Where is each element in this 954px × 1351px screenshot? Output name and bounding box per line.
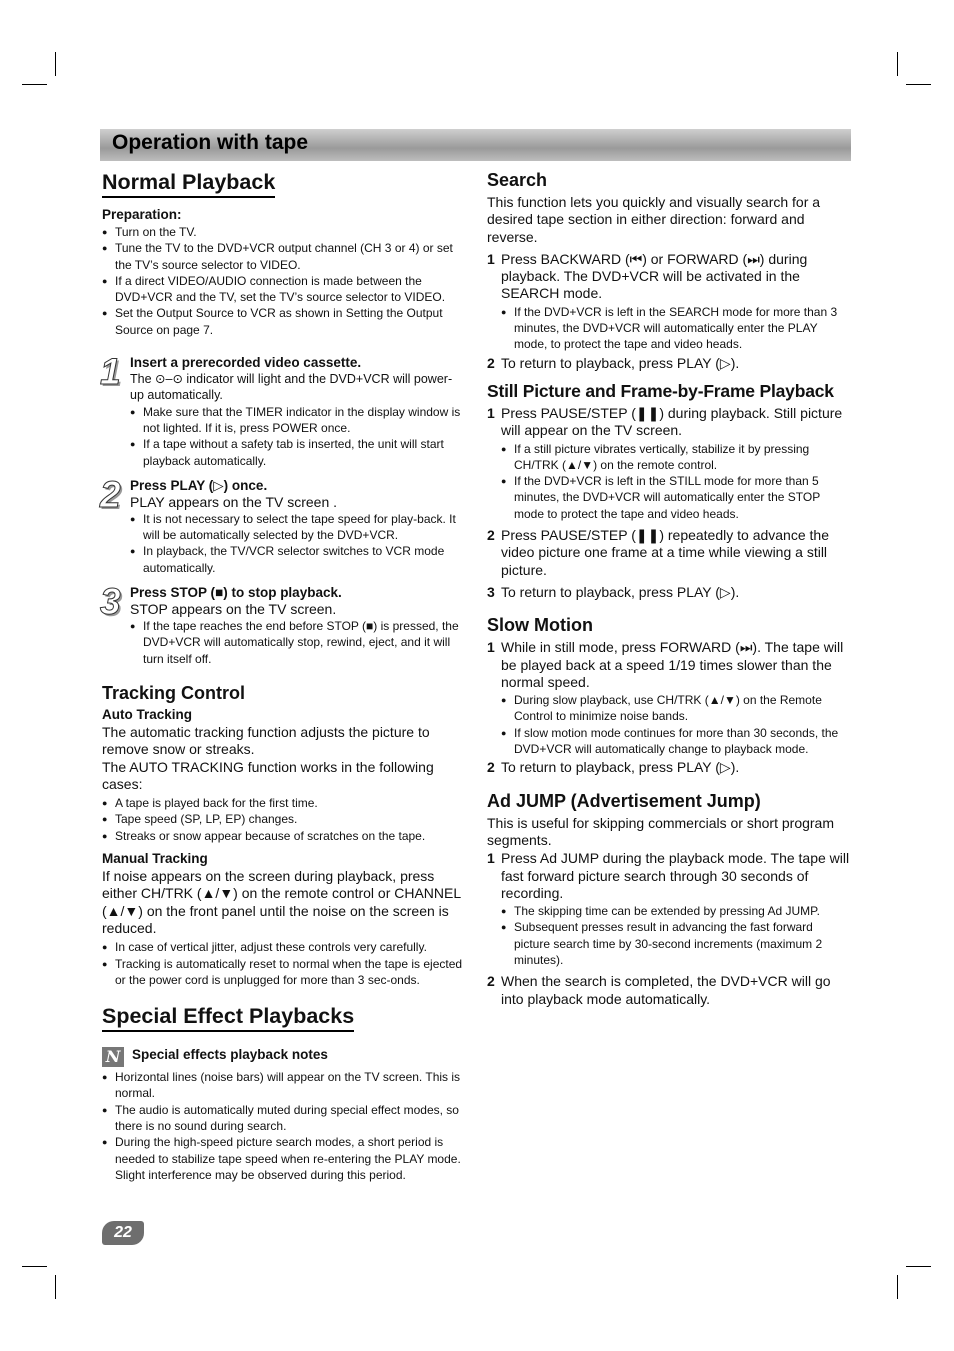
- left-column: [102, 170, 466, 1183]
- step-number: 1: [487, 639, 495, 656]
- step-number: 2: [487, 527, 495, 544]
- list-item: ● Horizontal lines (noise bars) will appear on the TV screen. This is normal.: [102, 1069, 466, 1102]
- list-item: ● In playback, the TV/VCR selector switches to VCR mode automatically.: [130, 543, 466, 576]
- manual-tracking-label: Manual Tracking: [102, 851, 208, 867]
- step-text: To return to playback, press PLAY (▷).: [501, 583, 740, 600]
- list-item: ● If a still picture vibrates vertically, stabilize it by pressing CH/TRK (▲/▼) on the remote control.: [501, 441, 850, 474]
- step-notes: [501, 692, 850, 757]
- step-number: 1: [487, 850, 495, 867]
- step-1: [100, 351, 466, 469]
- still-step-1: [487, 405, 850, 522]
- list-item: ● In case of vertical jitter, adjust these controls very carefully.: [102, 939, 466, 955]
- manual-tracking-list: [102, 939, 466, 988]
- search-step-1: [487, 251, 850, 353]
- search-intro: This function lets you quickly and visually search for a desired tape section in either direction: forward and reverse.: [487, 194, 821, 245]
- crop-mark: [22, 84, 47, 85]
- preparation-label: Preparation:: [102, 207, 182, 222]
- slow-motion-title: Slow Motion: [487, 615, 593, 636]
- step-number: 2: [487, 759, 495, 776]
- step-text: Press PAUSE/STEP (❚❚) repeatedly to advance the video picture one frame at a time while viewing a still picture.: [501, 527, 829, 578]
- still-picture-title: Still Picture and Frame-by-Frame Playback: [487, 380, 834, 401]
- step-text: Press Ad JUMP during the playback mode. The tape will fast forward picture search through 30 seconds of recording.: [501, 850, 850, 901]
- search-step-2: [487, 355, 850, 372]
- step-notes: [130, 511, 466, 576]
- crop-mark: [897, 1275, 898, 1299]
- note-icon: N: [102, 1047, 124, 1067]
- slow-step-1: [487, 639, 850, 757]
- ad-jump-title: Ad JUMP (Advertisement Jump): [487, 790, 761, 811]
- list-item: ● A tape is played back for the first time.: [102, 795, 466, 811]
- step-notes: [130, 618, 466, 667]
- auto-tracking-label: Auto Tracking: [102, 706, 193, 722]
- list-item: ● Tape speed (SP, LP, EP) changes.: [102, 811, 466, 827]
- banner-title: Operation with tape: [112, 131, 309, 154]
- step-notes: [130, 404, 466, 469]
- step-heading: Insert a prerecorded video cassette.: [130, 355, 362, 371]
- list-item: ● Make sure that the TIMER indicator in the display window is not lighted. If it is, press POWER once.: [130, 404, 466, 437]
- step-notes: [501, 441, 850, 522]
- list-item: ● It is not necessary to select the tape speed for play-back. It will be automatically selected by the DVD+VCR.: [130, 511, 466, 544]
- crop-mark: [22, 1266, 47, 1267]
- list-item: ● Set the Output Source to VCR as shown in Setting the Output Source on page 7.: [102, 305, 466, 338]
- step-notes: [501, 903, 850, 968]
- crop-mark: [897, 52, 898, 76]
- normal-playback-title: Normal Playback: [102, 170, 275, 198]
- list-item: ● Tune the TV to the DVD+VCR output channel (CH 3 or 4) or set the TV’s source selector to VIDEO.: [102, 240, 466, 273]
- list-item: ● Tracking is automatically reset to normal when the tape is ejected or the power cord is unplugged for more than 3 sec-onds.: [102, 956, 466, 989]
- list-item: ● If the DVD+VCR is left in the SEARCH mode for more than 3 minutes, the DVD+VCR will automatically enter the PLAY mode, to protect the tape and video heads.: [501, 304, 850, 353]
- list-item: ● If a tape without a safety tab is inserted, the unit will start playback automatically.: [130, 436, 466, 469]
- crop-mark: [55, 1275, 56, 1299]
- preparation-list: [102, 224, 466, 338]
- step-2: [100, 473, 466, 576]
- step-heading: Press PLAY (▷) once.: [130, 477, 268, 493]
- step-number: 3: [100, 581, 121, 623]
- auto-tracking-list: [102, 795, 466, 844]
- adjump-step-1: [487, 850, 850, 968]
- step-text: While in still mode, press FORWARD (⏭). The tape will be played back at a speed 1/19 times slower than the normal speed.: [501, 639, 844, 690]
- step-number: 3: [487, 583, 495, 600]
- still-step-3: [487, 584, 850, 601]
- step-notes: [501, 304, 850, 353]
- step-text: Press PAUSE/STEP (❚❚) during playback. Still picture will appear on the TV screen.: [501, 404, 843, 439]
- step-text: When the search is completed, the DVD+VCR will go into playback mode automatically.: [501, 973, 831, 1007]
- list-item: ● If slow motion mode continues for more than 30 seconds, the DVD+VCR will automatically change to playback mode.: [501, 725, 850, 758]
- note-heading: [102, 1047, 466, 1067]
- ad-jump-intro: This is useful for skipping commercials or short program segments.: [487, 814, 835, 848]
- list-item: ● During the high-speed picture search modes, a short period is needed to stabilize tape speed when re-entering the PLAY mode. Slight interference may be observed during this period.: [102, 1134, 466, 1183]
- tracking-control-title: Tracking Control: [102, 682, 246, 703]
- step-number: 2: [487, 973, 495, 990]
- still-step-2: [487, 527, 850, 579]
- step-text: The ⊙‒⊙ indicator will light and the DVD+VCR will power-up automatically.: [130, 372, 453, 403]
- list-item: ● The skipping time can be extended by pressing Ad JUMP.: [501, 903, 850, 919]
- crop-mark: [55, 52, 56, 76]
- step-number: 1: [100, 351, 121, 393]
- step-number: 1: [487, 250, 495, 267]
- step-number: 1: [487, 404, 495, 421]
- list-item: ● If the tape reaches the end before STOP (■) is pressed, the DVD+VCR will automatically stop, rewind, eject, and it will turn itself off.: [130, 618, 466, 667]
- list-item: ● If the DVD+VCR is left in the STILL mode for more than 5 minutes, the DVD+VCR will automatically enter the STOP mode to protect the tape and video heads.: [501, 473, 850, 522]
- step-number: 2: [100, 473, 121, 515]
- list-item: ● Turn on the TV.: [102, 224, 466, 240]
- auto-tracking-text: The AUTO TRACKING function works in the following cases:: [102, 758, 434, 792]
- step-text: To return to playback, press PLAY (▷).: [501, 759, 740, 776]
- manual-tracking-text: If noise appears on the screen during playback, press either CH/TRK (▲/▼) on the remote control or CHANNEL (▲/▼) on the front panel until the noise on the screen is reduced.: [102, 868, 461, 936]
- right-column: [487, 170, 850, 1008]
- page-number: 22: [102, 1221, 144, 1245]
- crop-mark: [906, 1266, 931, 1267]
- special-effect-title: Special Effect Playbacks: [102, 1004, 354, 1032]
- list-item: ● Streaks or snow appear because of scratches on the tape.: [102, 828, 466, 844]
- step-text: PLAY appears on the TV screen .: [130, 493, 338, 510]
- list-item: ● If a direct VIDEO/AUDIO connection is made between the DVD+VCR and the TV, set the TV’s source selector to VIDEO.: [102, 273, 466, 306]
- list-item: ● Subsequent presses result in advancing the fast forward picture search time by 30-second increments (maximum 2 minutes).: [501, 919, 850, 968]
- adjump-step-2: [487, 973, 850, 1008]
- step-number: 2: [487, 354, 495, 371]
- list-item: ● The audio is automatically muted during special effect modes, so there is no sound during search.: [102, 1102, 466, 1135]
- step-text: Press BACKWARD (⏮) or FORWARD (⏭) during playback. The DVD+VCR will be activated in the SEARCH mode.: [501, 250, 808, 302]
- list-item: ● During slow playback, use CH/TRK (▲/▼) on the Remote Control to minimize noise bands.: [501, 692, 850, 725]
- slow-step-2: [487, 759, 850, 776]
- crop-mark: [906, 84, 931, 85]
- auto-tracking-text: The automatic tracking function adjusts the picture to remove snow or streaks.: [102, 723, 430, 758]
- section-banner: [100, 129, 851, 161]
- step-text: To return to playback, press PLAY (▷).: [501, 354, 740, 371]
- step-heading: Press STOP (■) to stop playback.: [130, 585, 342, 601]
- special-notes-list: [102, 1069, 466, 1183]
- search-title: Search: [487, 170, 548, 190]
- note-label: Special effects playback notes: [132, 1047, 328, 1063]
- step-text: STOP appears on the TV screen.: [130, 601, 337, 618]
- step-3: [100, 581, 466, 667]
